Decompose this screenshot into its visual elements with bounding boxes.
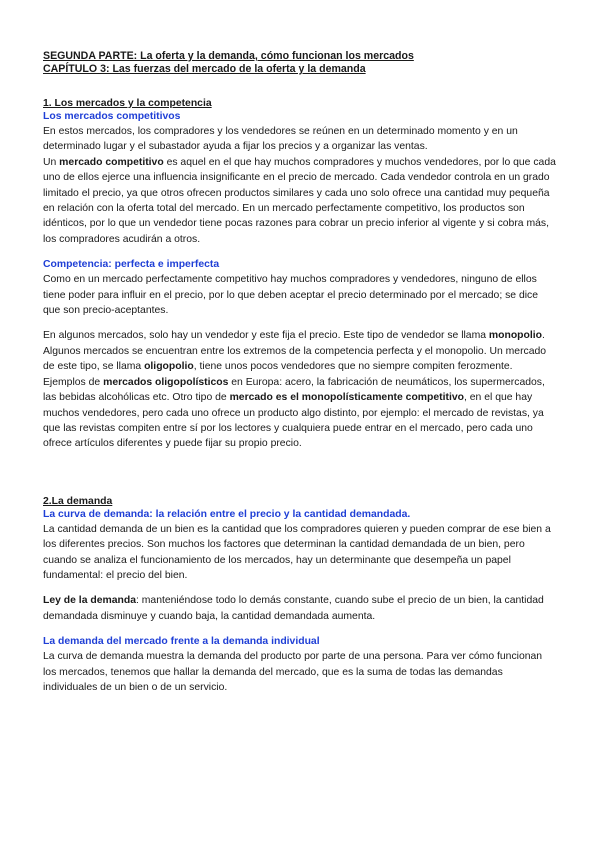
- section-2-subtitle-demand-curve: La curva de demanda: la relación entre el precio y la cantidad demandada.: [43, 508, 411, 520]
- section-2-subtitle-market-demand: La demanda del mercado frente a la demanda individual: [43, 636, 320, 648]
- section-2-paragraph-2: Ley de la demanda: manteniéndose todo lo demás constante, cuando sube el precio de un bien, la cantidad demandada disminuye y cuando baja, la cantidad demandada aumenta.: [43, 595, 544, 622]
- section-1-subtitle-competition: Competencia: perfecta e imperfecta: [43, 259, 220, 271]
- section-1-title: 1. Los mercados y la competencia: [43, 98, 212, 109]
- term-mercados-oligopolisticos: mercados oligopolísticos: [103, 376, 229, 388]
- section-1-paragraph-1: En estos mercados, los compradores y los vendedores se reúnen en un determinado momento y en un determinado lugar y el subastador ayuda a fijar los precios y a organizar las ventas.: [43, 126, 518, 153]
- section-1-paragraph-4: En algunos mercados, solo hay un vendedor y este fija el precio. Este tipo de vendedor se llama monopolio. Algunos mercados se encuentran entre los extremos de la competencia perfecta y el monopolio. Un mercado de este tipo, se llama oligopolio, tiene unos pocos vendedores que no siempre compiten ferozmente. Ejemplos de mercados oligopolísticos en Europa: acero, la fabricación de neumáticos, los supermercados, las bebidas alcohólicas etc. Otro tipo de mercado es el monopolísticamente competitivo, en el que hay muchos vendedores, pero cada uno ofrece un producto algo distinto, por ejemplo: el mercado de revistas, ya que las revistas compiten entre sí por los lectores y cualquiera puede entrar en el mercado, pero cada uno ofrece artículos diferentes y puede fijar su propio precio.: [43, 330, 547, 450]
- term-monopolio: monopolio: [488, 330, 543, 342]
- section-1-paragraph-3: Como en un mercado perfectamente competitivo hay muchos compradores y vendedores, ninguno de ellos tiene poder para influir en el precio, por lo que deben aceptar el precio determinado por el mercado; se dice que son precio-aceptantes.: [43, 274, 539, 317]
- section-1-paragraph-2: Un mercado competitivo es aquel en el que hay muchos compradores y muchos vendedores, por lo que cada uno de ellos ejerce una influencia insignificante en el precio de mercado. Cada vendedor controla en un grado limitado el precio, ya que otros ofrecen productos similares y cada uno solo ofrece una cantidad muy pequeña en relación con la oferta total del mercado. En un mercado perfectamente competitivo, los productos son idénticos, por lo que un vendedor tiene pocas razones para cobrar un precio inferior al vigente y si cobra más, los compradores acudirán a otros.: [43, 156, 556, 245]
- section-2-paragraph-1: La cantidad demanda de un bien es la cantidad que los compradores quieren y pueden comprar de ese bien a los diferentes precios. Son muchos los factores que determinan la cantidad demandada de un bien, pero cuando se analiza el funcionamiento de los mercados, hay un determinante que desempeña un papel fundamental: el precio del bien.: [43, 523, 551, 581]
- term-mercado-competitivo: mercado competitivo: [59, 156, 164, 168]
- term-oligopolio: oligopolio: [144, 361, 194, 373]
- term-monopolisticamente-competitivo: mercado es el monopolísticamente competitivo: [229, 392, 464, 404]
- part-heading: SEGUNDA PARTE: La oferta y la demanda, cómo funcionan los mercados: [43, 50, 414, 62]
- term-ley-de-la-demanda: Ley de la demanda: [43, 595, 136, 607]
- section-1-subtitle-competitive: Los mercados competitivos: [43, 111, 181, 122]
- section-2-title: 2.La demanda: [43, 495, 113, 507]
- chapter-heading: CAPÍTULO 3: Las fuerzas del mercado de la oferta y la demanda: [43, 63, 366, 75]
- section-2-paragraph-3: La curva de demanda muestra la demanda del producto por parte de una persona. Para ver cómo funcionan los mercados, tenemos que hallar la demanda del mercado, que es la suma de todas las demandas individuales de un bien o de un servicio.: [43, 651, 543, 693]
